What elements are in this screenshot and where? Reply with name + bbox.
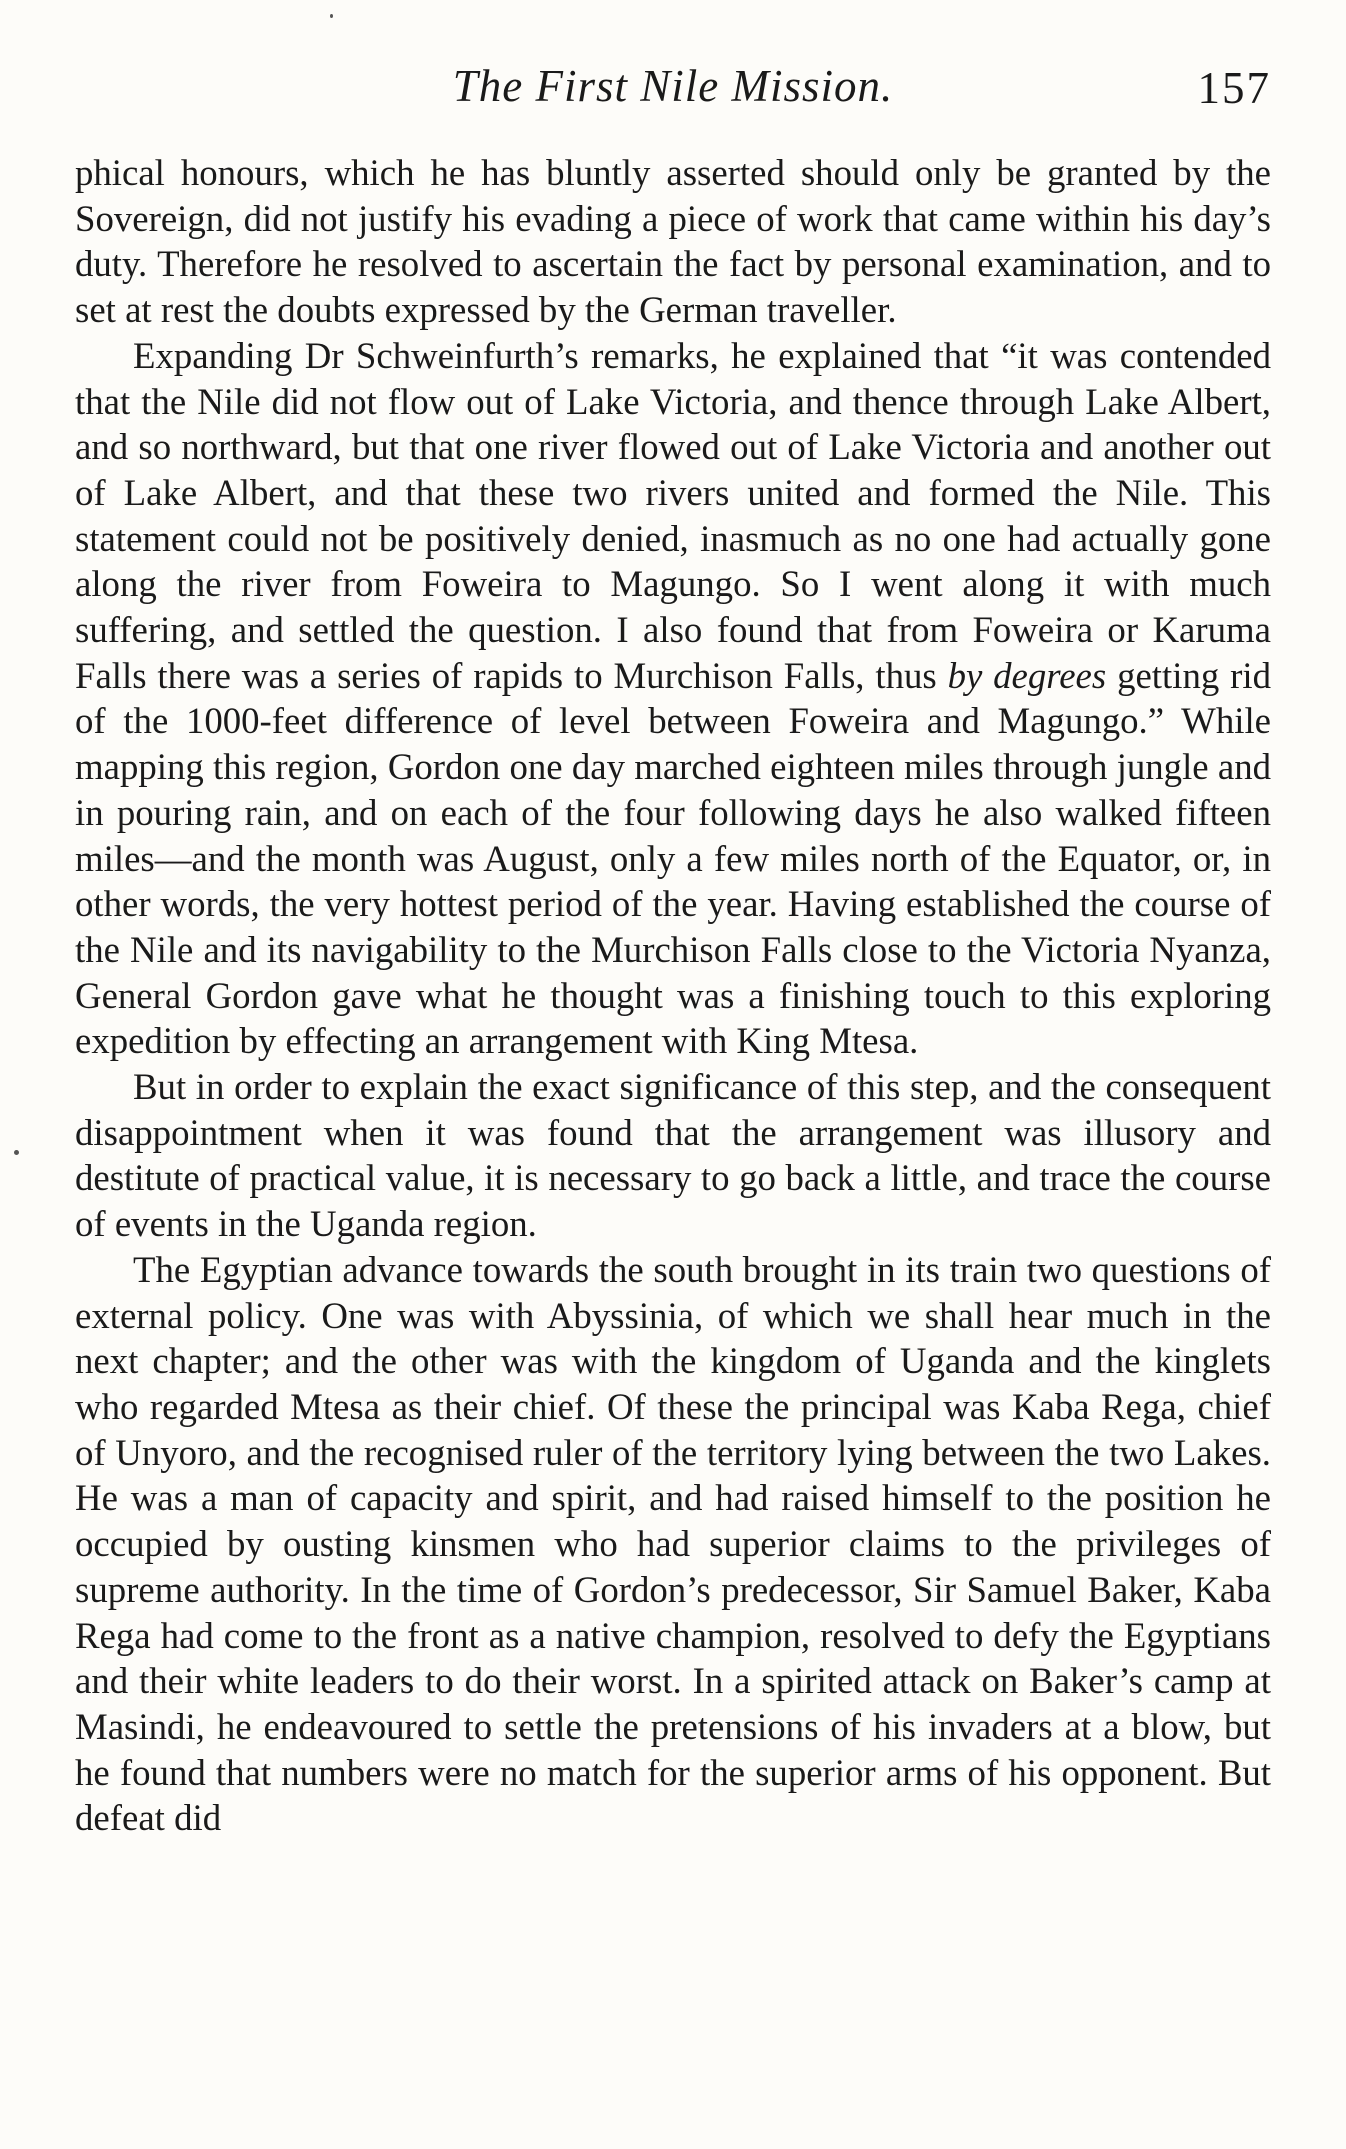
running-title: The First Nile Mission. [452,61,894,111]
paragraph [75,333,1271,1064]
running-head [75,58,1271,128]
text-run: Expanding Dr Schweinfurth’s remarks, he explained that “it was contended that the Nile did not flow out of Lake Victoria, and thence through Lake Albert, and so northward, but that one river flowed out of Lake Victoria and another out of Lake Albert, and that these two rivers united and formed the Nile. This statement could not be positively denied, inasmuch as no one had actually gone along the river from Foweira to Magungo. So I went along it with much suffering, and settled the question. I also found that from Foweira or Karuma Falls there was a series of rapids to Murchison Falls, thus [75,334,1271,696]
italic-phrase: by degrees [947,654,1107,696]
ink-speck [330,14,333,18]
paragraph: But in order to explain the exact significance of this step, and the consequent disappointment when it was found that the arrangement was illusory and destitute of practical value, it is necessary to go back a little, and trace the course of events in the Uganda region. [75,1066,1271,1245]
page-number: 157 [1197,63,1271,113]
body-text [75,150,1271,1841]
paragraph: The Egyptian advance towards the south brought in its train two questions of external policy. One was with Abyssinia, of which we shall hear much in the next chapter; and the other was with the kingdom of Uganda and the kinglets who regarded Mtesa as their chief. Of these the principal was Kaba Rega, chief of Unyoro, and the recognised ruler of the territory lying between the two Lakes. He was a man of capacity and spirit, and had raised himself to the position he occupied by ousting kinsmen who had superior claims to the privileges of supreme authority. In the time of Gordon’s predecessor, Sir Samuel Baker, Kaba Rega had come to the front as a native champion, resolved to defy the Egyptians and their white leaders to do their worst. In a spirited attack on Baker’s camp at Masindi, he endeavoured to settle the pretensions of his invaders at a blow, but he found that numbers were no match for the superior arms of his opponent. But defeat did [75,1248,1271,1839]
text-run: getting rid of the 1000-feet difference of level between Foweira and Magungo.” While mapping this region, Gordon one day marched eighteen miles through jungle and in pouring rain, and on each of the four following days he also walked fifteen miles—and the month was August, only a few miles north of the Equator, or, in other words, the very hottest period of the year. Having established the course of the Nile and its navigability to the Murchison Falls close to the Victoria Nyanza, General Gordon gave what he thought was a finishing touch to this exploring expedition by effecting an arrangement with King Mtesa. [75,654,1272,1062]
book-page [75,58,1271,1841]
ink-speck [14,1150,19,1155]
paragraph: phical honours, which he has bluntly asserted should only be granted by the Sovereign, did not justify his evading a piece of work that came within his day’s duty. Therefore he resolved to ascertain the fact by personal examination, and to set at rest the doubts expressed by the German traveller. [75,152,1271,331]
